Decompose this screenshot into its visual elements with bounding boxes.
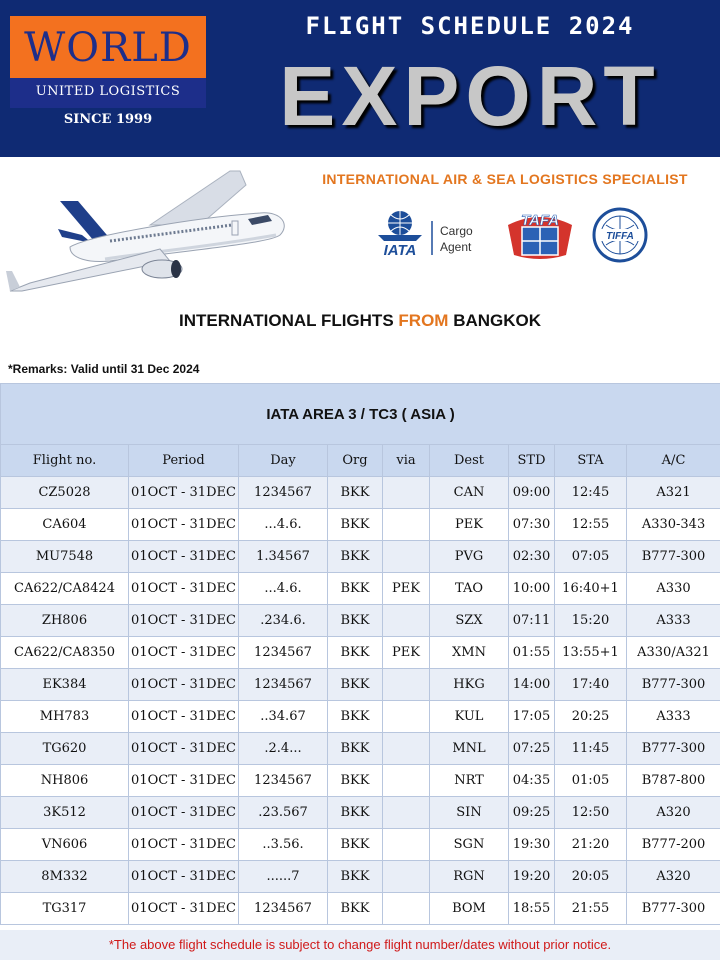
table-cell: 3K512: [1, 797, 129, 829]
specialist-tagline: INTERNATIONAL AIR & SEA LOGISTICS SPECIALIST: [322, 171, 688, 187]
table-cell: 12:50: [555, 797, 627, 829]
table-cell: 19:30: [509, 829, 555, 861]
change-notice: *The above flight schedule is subject to change flight number/dates without prior notice.: [0, 930, 720, 960]
table-cell: B777-300: [627, 893, 720, 925]
tiffa-text: TIFFA: [606, 231, 634, 242]
logo-world-text: WORLD: [24, 25, 192, 71]
table-cell: [383, 701, 430, 733]
table-cell: HKG: [430, 669, 509, 701]
table-cell: TAO: [430, 573, 509, 605]
table-cell: PEK: [383, 637, 430, 669]
table-cell: MH783: [1, 701, 129, 733]
table-cell: RGN: [430, 861, 509, 893]
table-cell: BKK: [328, 765, 383, 797]
table-cell: B777-300: [627, 733, 720, 765]
table-cell: 11:45: [555, 733, 627, 765]
table-cell: 07:30: [509, 509, 555, 541]
table-cell: 20:25: [555, 701, 627, 733]
table-cell: BKK: [328, 541, 383, 573]
table-cell: 15:20: [555, 605, 627, 637]
table-cell: [383, 829, 430, 861]
table-row: [1, 701, 720, 733]
table-cell: 1234567: [239, 893, 328, 925]
table-row: [1, 477, 720, 509]
table-cell: 09:00: [509, 477, 555, 509]
table-cell: NRT: [430, 765, 509, 797]
table-row: [1, 797, 720, 829]
iata-text: IATA: [383, 242, 417, 259]
table-cell: BKK: [328, 477, 383, 509]
table-cell: 01OCT - 31DEC: [129, 573, 239, 605]
table-cell: 01OCT - 31DEC: [129, 765, 239, 797]
table-cell: 16:40+1: [555, 573, 627, 605]
remarks-text: *Remarks: Valid until 31 Dec 2024: [8, 362, 200, 376]
table-cell: 04:35: [509, 765, 555, 797]
table-cell: A330: [627, 573, 720, 605]
table-cell: 07:05: [555, 541, 627, 573]
table-cell: 17:40: [555, 669, 627, 701]
table-cell: 01OCT - 31DEC: [129, 541, 239, 573]
table-cell: 07:11: [509, 605, 555, 637]
table-cell: CZ5028: [1, 477, 129, 509]
table-cell: SIN: [430, 797, 509, 829]
table-cell: 1234567: [239, 765, 328, 797]
table-cell: [383, 509, 430, 541]
export-title: EXPORT: [279, 49, 661, 143]
table-cell: 01OCT - 31DEC: [129, 605, 239, 637]
table-cell: A321: [627, 477, 720, 509]
table-cell: .2.4...: [239, 733, 328, 765]
table-cell: MU7548: [1, 541, 129, 573]
table-cell: [383, 765, 430, 797]
table-cell: 1234567: [239, 637, 328, 669]
heading-city: BANGKOK: [453, 311, 542, 330]
table-cell: A330-343: [627, 509, 720, 541]
table-cell: PEK: [430, 509, 509, 541]
table-cell: A333: [627, 605, 720, 637]
table-cell: [383, 893, 430, 925]
table-cell: B777-200: [627, 829, 720, 861]
table-cell: 14:00: [509, 669, 555, 701]
table-cell: ...4.6.: [239, 573, 328, 605]
table-cell: BOM: [430, 893, 509, 925]
column-header: Flight no.: [1, 445, 129, 477]
table-cell: ..3.56.: [239, 829, 328, 861]
table-cell: 1234567: [239, 477, 328, 509]
table-cell: BKK: [328, 509, 383, 541]
table-cell: CA622/CA8350: [1, 637, 129, 669]
table-cell: BKK: [328, 797, 383, 829]
column-header: Org: [328, 445, 383, 477]
table-cell: TG317: [1, 893, 129, 925]
table-cell: 19:20: [509, 861, 555, 893]
table-row: [1, 573, 720, 605]
table-cell: NH806: [1, 765, 129, 797]
table-cell: MNL: [430, 733, 509, 765]
table-cell: 01OCT - 31DEC: [129, 733, 239, 765]
table-cell: CA622/CA8424: [1, 573, 129, 605]
table-cell: BKK: [328, 861, 383, 893]
table-cell: 01OCT - 31DEC: [129, 797, 239, 829]
table-row: [1, 605, 720, 637]
table-row: [1, 669, 720, 701]
table-cell: BKK: [328, 637, 383, 669]
iata-cargo-text: Cargo: [440, 224, 473, 238]
table-cell: BKK: [328, 733, 383, 765]
iata-logo: [374, 205, 489, 265]
airplane-icon: [0, 165, 300, 295]
table-cell: 21:55: [555, 893, 627, 925]
table-cell: BKK: [328, 829, 383, 861]
flights-heading: [0, 311, 720, 331]
table-cell: [383, 861, 430, 893]
table-cell: ......7: [239, 861, 328, 893]
table-cell: 01:55: [509, 637, 555, 669]
table-cell: 1.34567: [239, 541, 328, 573]
tiffa-logo: [590, 205, 650, 265]
table-row: [1, 861, 720, 893]
table-cell: ZH806: [1, 605, 129, 637]
table-cell: 8M332: [1, 861, 129, 893]
area-title-row: [1, 384, 720, 445]
table-cell: [383, 733, 430, 765]
logo-united-text: UNITED LOGISTICS: [35, 84, 181, 99]
table-cell: 01:05: [555, 765, 627, 797]
table-cell: A330/A321: [627, 637, 720, 669]
flight-schedule-table: [0, 383, 720, 925]
table-cell: TG620: [1, 733, 129, 765]
table-cell: 01OCT - 31DEC: [129, 861, 239, 893]
logo-band: [10, 78, 206, 108]
column-header: Period: [129, 445, 239, 477]
table-cell: [383, 477, 430, 509]
table-cell: EK384: [1, 669, 129, 701]
table-cell: CA604: [1, 509, 129, 541]
table-cell: KUL: [430, 701, 509, 733]
table-row: [1, 509, 720, 541]
table-cell: 13:55+1: [555, 637, 627, 669]
table-cell: 01OCT - 31DEC: [129, 829, 239, 861]
table-cell: 07:25: [509, 733, 555, 765]
table-cell: SZX: [430, 605, 509, 637]
table-row: [1, 893, 720, 925]
schedule-title: FLIGHT SCHEDULE 2024: [305, 12, 635, 40]
table-cell: B777-300: [627, 669, 720, 701]
table-cell: B777-300: [627, 541, 720, 573]
table-cell: A320: [627, 797, 720, 829]
table-row: [1, 733, 720, 765]
table-cell: B787-800: [627, 765, 720, 797]
table-cell: 21:20: [555, 829, 627, 861]
table-cell: VN606: [1, 829, 129, 861]
table-cell: [383, 541, 430, 573]
table-cell: [383, 669, 430, 701]
column-header: STA: [555, 445, 627, 477]
table-cell: 12:55: [555, 509, 627, 541]
table-cell: 20:05: [555, 861, 627, 893]
area-title: IATA AREA 3 / TC3 ( ASIA ): [1, 384, 720, 445]
column-header: Dest: [430, 445, 509, 477]
table-cell: 17:05: [509, 701, 555, 733]
table-row: [1, 829, 720, 861]
table-cell: [383, 797, 430, 829]
table-cell: XMN: [430, 637, 509, 669]
table-cell: 01OCT - 31DEC: [129, 893, 239, 925]
table-cell: ..34.67: [239, 701, 328, 733]
column-header: Day: [239, 445, 328, 477]
table-cell: ...4.6.: [239, 509, 328, 541]
table-cell: BKK: [328, 605, 383, 637]
table-cell: BKK: [328, 701, 383, 733]
table-cell: A333: [627, 701, 720, 733]
table-cell: [383, 605, 430, 637]
tafa-text: TAFA: [520, 212, 560, 229]
table-cell: 10:00: [509, 573, 555, 605]
table-cell: 02:30: [509, 541, 555, 573]
column-header: STD: [509, 445, 555, 477]
tafa-logo: [500, 205, 580, 265]
heading-from: FROM: [398, 311, 449, 330]
table-cell: A320: [627, 861, 720, 893]
table-cell: 01OCT - 31DEC: [129, 477, 239, 509]
table-row: [1, 637, 720, 669]
table-cell: 12:45: [555, 477, 627, 509]
table-row: [1, 765, 720, 797]
table-cell: .23.567: [239, 797, 328, 829]
table-cell: 01OCT - 31DEC: [129, 637, 239, 669]
table-cell: CAN: [430, 477, 509, 509]
table-cell: 18:55: [509, 893, 555, 925]
table-row: [1, 541, 720, 573]
heading-prefix: INTERNATIONAL FLIGHTS: [178, 311, 394, 330]
table-cell: 01OCT - 31DEC: [129, 701, 239, 733]
column-header-row: [1, 445, 720, 477]
table-cell: .234.6.: [239, 605, 328, 637]
table-cell: 1234567: [239, 669, 328, 701]
table-cell: PEK: [383, 573, 430, 605]
table-cell: BKK: [328, 893, 383, 925]
table-cell: BKK: [328, 669, 383, 701]
table-cell: 01OCT - 31DEC: [129, 509, 239, 541]
table-cell: PVG: [430, 541, 509, 573]
table-cell: SGN: [430, 829, 509, 861]
header-banner: [0, 0, 720, 157]
column-header: A/C: [627, 445, 720, 477]
table-cell: 01OCT - 31DEC: [129, 669, 239, 701]
iata-agent-text: Agent: [440, 240, 472, 254]
column-header: via: [383, 445, 430, 477]
table-cell: BKK: [328, 573, 383, 605]
since-text: SINCE 1999: [63, 112, 153, 127]
table-cell: 09:25: [509, 797, 555, 829]
